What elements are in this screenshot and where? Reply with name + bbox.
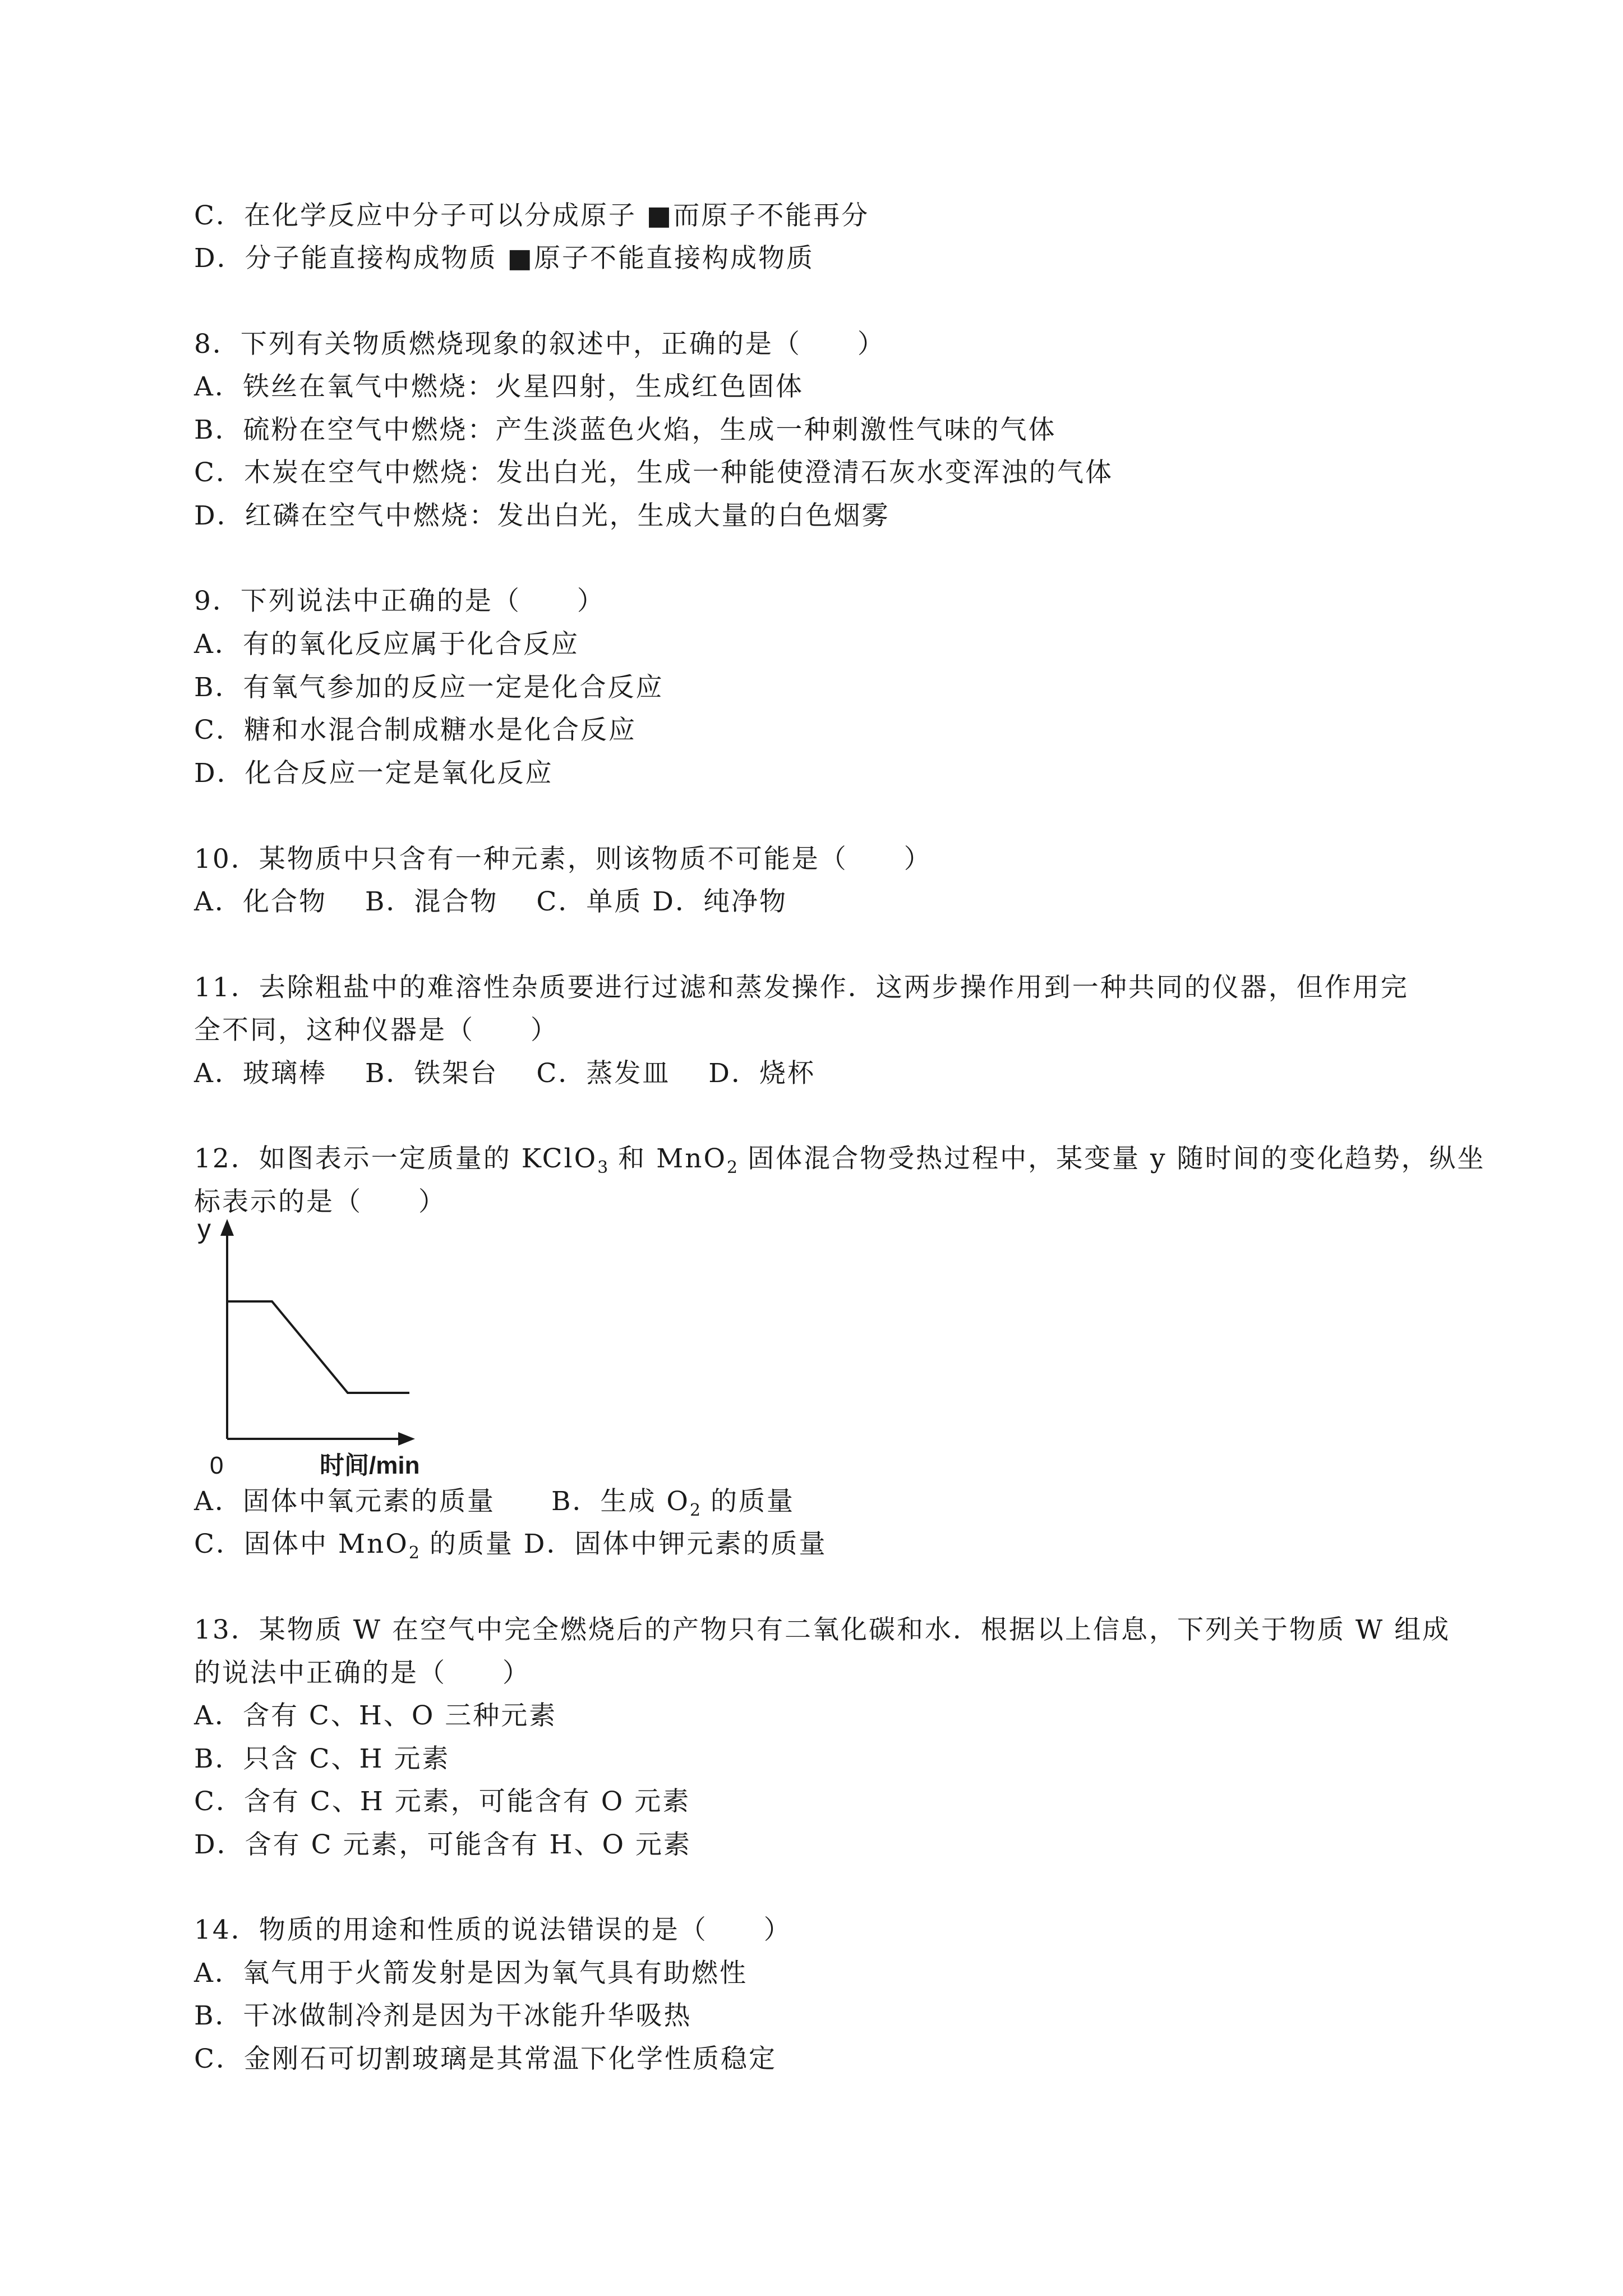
q13-option-a: A．含有 C、H、O 三种元素 — [194, 1700, 557, 1731]
q9-option-c: C．糖和水混合制成糖水是化合反应 — [194, 715, 637, 746]
q10-options: A．化合物 B．混合物 C．单质 D．纯净物 — [194, 886, 787, 917]
q11-options: A．玻璃棒 B．铁架台 C．蒸发皿 D．烧杯 — [194, 1058, 815, 1089]
q11-stem-line1: 11．去除粗盐中的难溶性杂质要进行过滤和蒸发操作．这两步操作用到一种共同的仪器，但作用完 — [194, 972, 1409, 1003]
q9-option-d: D．化合反应一定是氧化反应 — [194, 758, 554, 789]
q10-stem: 10．某物质中只含有一种元素，则该物质不可能是（ ） — [194, 844, 932, 875]
q8-option-d: D．红磷在空气中燃烧：发出白光，生成大量的白色烟雾 — [194, 500, 890, 531]
graph-origin-label: 0 — [210, 1452, 224, 1479]
q8-option-b: B．硫粉在空气中燃烧：产生淡蓝色火焰，生成一种刺激性气味的气体 — [194, 415, 1057, 445]
q8-stem: 8．下列有关物质燃烧现象的叙述中，正确的是（ ） — [194, 329, 886, 360]
q14-option-a: A．氧气用于火箭发射是因为氧气具有助燃性 — [194, 1958, 748, 1989]
q14-stem: 14．物质的用途和性质的说法错误的是（ ） — [194, 1915, 792, 1945]
q14-option-c: C．金刚石可切割玻璃是其常温下化学性质稳定 — [194, 2044, 777, 2074]
q8-option-a: A．铁丝在氧气中燃烧：火星四射，生成红色固体 — [194, 371, 804, 402]
graph-y-arrow — [220, 1219, 234, 1236]
q7-option-d: D．分子能直接构成物质 ■原子不能直接构成物质 — [194, 243, 815, 274]
q7-option-c: C．在化学反应中分子可以分成原子 ■而原子不能再分 — [194, 200, 870, 231]
q12-graph — [185, 1214, 454, 1484]
q12-stem-line2: 标表示的是（ ） — [194, 1186, 446, 1217]
q13-stem-line1: 13．某物质 W 在空气中完全燃烧后的产物只有二氧化碳和水．根据以上信息，下列关于物质 W 组成 — [194, 1614, 1451, 1645]
q9-option-a: A．有的氧化反应属于化合反应 — [194, 629, 579, 660]
q9-option-b: B．有氧气参加的反应一定是化合反应 — [194, 672, 664, 703]
q12-stem-line1: 12．如图表示一定质量的 KClO$_3$ 和 MnO$_2$ 固体混合物受热过程中，某变量 y 随时间的变化趋势，纵坐 — [194, 1143, 1486, 1177]
q14-option-b: B．干冰做制冷剂是因为干冰能升华吸热 — [194, 2000, 692, 2031]
q8-option-c: C．木炭在空气中燃烧：发出白光，生成一种能使澄清石灰水变浑浊的气体 — [194, 457, 1113, 488]
q13-stem-line2: 的说法中正确的是（ ） — [194, 1658, 531, 1688]
q11-stem-line2: 全不同，这种仪器是（ ） — [194, 1015, 559, 1046]
graph-curve — [227, 1301, 409, 1393]
q13-option-d: D．含有 C 元素，可能含有 H、O 元素 — [194, 1829, 691, 1860]
q13-option-c: C．含有 C、H 元素，可能含有 O 元素 — [194, 1786, 691, 1817]
q12-option-c-d: C．固体中 MnO$_2$ 的质量 D．固体中钾元素的质量 — [194, 1529, 827, 1563]
graph-x-label: 时间/min — [320, 1452, 420, 1479]
graph-x-arrow — [398, 1432, 415, 1446]
graph-y-label: y — [197, 1214, 211, 1244]
q12-option-a-b: A．固体中氧元素的质量 B．生成 $O_2$ 的质量 — [194, 1486, 795, 1520]
q13-option-b: B．只含 C、H 元素 — [194, 1743, 450, 1774]
q9-stem: 9．下列说法中正确的是（ ） — [194, 586, 605, 616]
